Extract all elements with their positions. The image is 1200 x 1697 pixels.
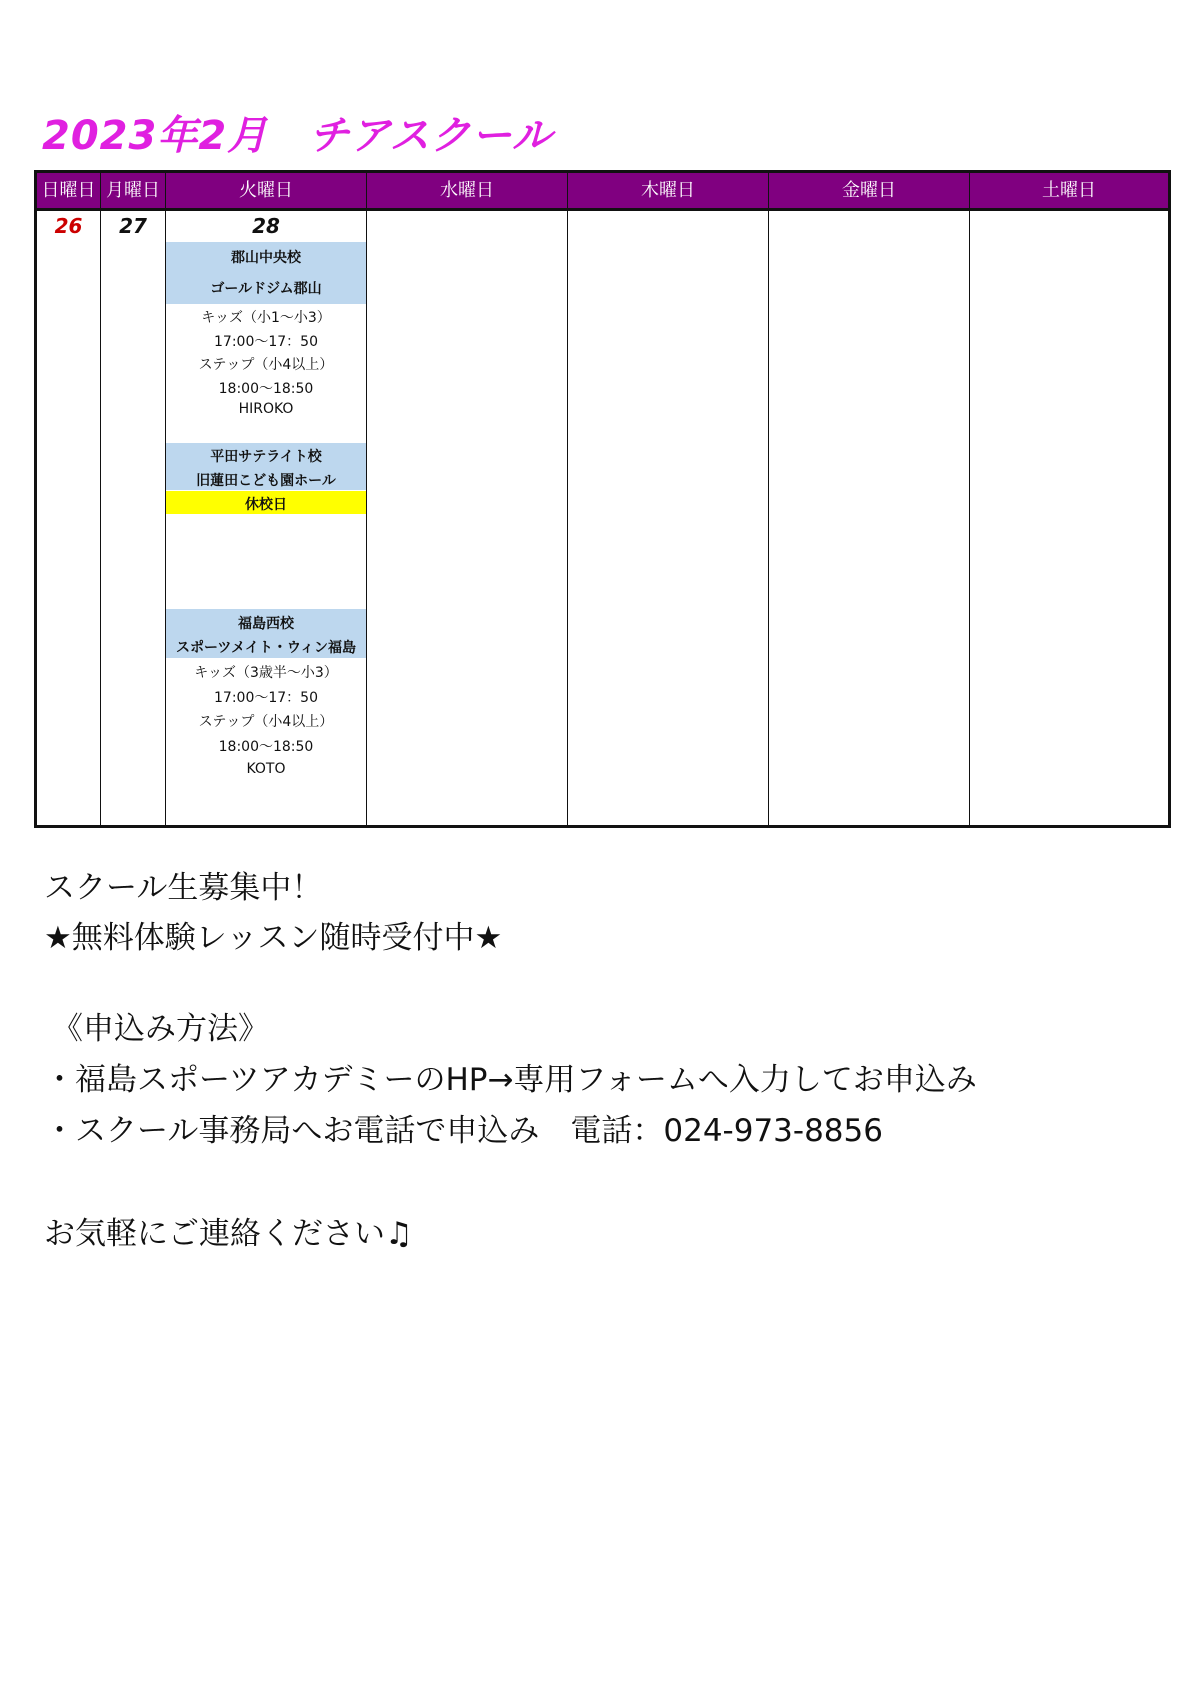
calendar-table	[34, 170, 1171, 828]
column-divider	[366, 173, 367, 825]
trial-text: ★無料体験レッスン随時受付中★	[44, 920, 503, 956]
date-mon: 27	[119, 214, 147, 238]
closing-text: お気軽にご連絡ください♫	[44, 1216, 413, 1252]
weekday-mon: 月曜日	[106, 180, 160, 201]
instructor: KOTO	[246, 761, 286, 777]
class-time: 17:00～17：50	[214, 690, 318, 706]
column-divider	[100, 173, 101, 825]
closed-day-label: 休校日	[245, 497, 287, 513]
weekday-tue: 火曜日	[239, 180, 293, 201]
method-phone: ・スクール事務局へお電話で申込み 電話：024-973-8856	[44, 1113, 883, 1149]
weekday-sat: 土曜日	[1042, 180, 1096, 201]
weekday-sun: 日曜日	[41, 180, 96, 201]
class-time: 18:00～18:50	[218, 739, 314, 755]
method-heading: 《申込み方法》	[52, 1011, 269, 1047]
school-name: 平田サテライト校	[210, 449, 322, 465]
school-venue: ゴールドジム郡山	[210, 281, 322, 297]
recruit-text: スクール生募集中！	[44, 870, 323, 906]
school-venue: スポーツメイト・ウィン福島	[175, 640, 357, 656]
class-time: 18:00～18:50	[218, 381, 314, 397]
class-line: ステップ（小4以上）	[198, 357, 334, 373]
school-venue: 旧蓮田こども園ホール	[196, 473, 336, 489]
date-sun: 26	[54, 214, 83, 238]
class-time: 17:00～17：50	[214, 334, 318, 350]
column-divider	[969, 173, 970, 825]
weekday-wed: 水曜日	[440, 180, 494, 201]
column-divider	[768, 173, 769, 825]
method-web: ・福島スポーツアカデミーのHP→専用フォームへ入力してお申込み	[44, 1062, 977, 1098]
instructor: HIROKO	[238, 401, 294, 417]
school-name: 郡山中央校	[231, 250, 301, 266]
column-divider	[567, 173, 568, 825]
school-name: 福島西校	[238, 616, 294, 632]
class-line: キッズ（3歳半～小3）	[194, 665, 338, 681]
weekday-fri: 金曜日	[842, 180, 896, 201]
weekday-header-row	[37, 173, 1168, 211]
page-title: 2023年2月 チアスクール	[42, 113, 553, 159]
class-line: ステップ（小4以上）	[198, 714, 334, 730]
date-tue: 28	[252, 214, 280, 238]
weekday-thu: 木曜日	[641, 180, 695, 201]
class-line: キッズ（小1～小3）	[201, 310, 331, 326]
